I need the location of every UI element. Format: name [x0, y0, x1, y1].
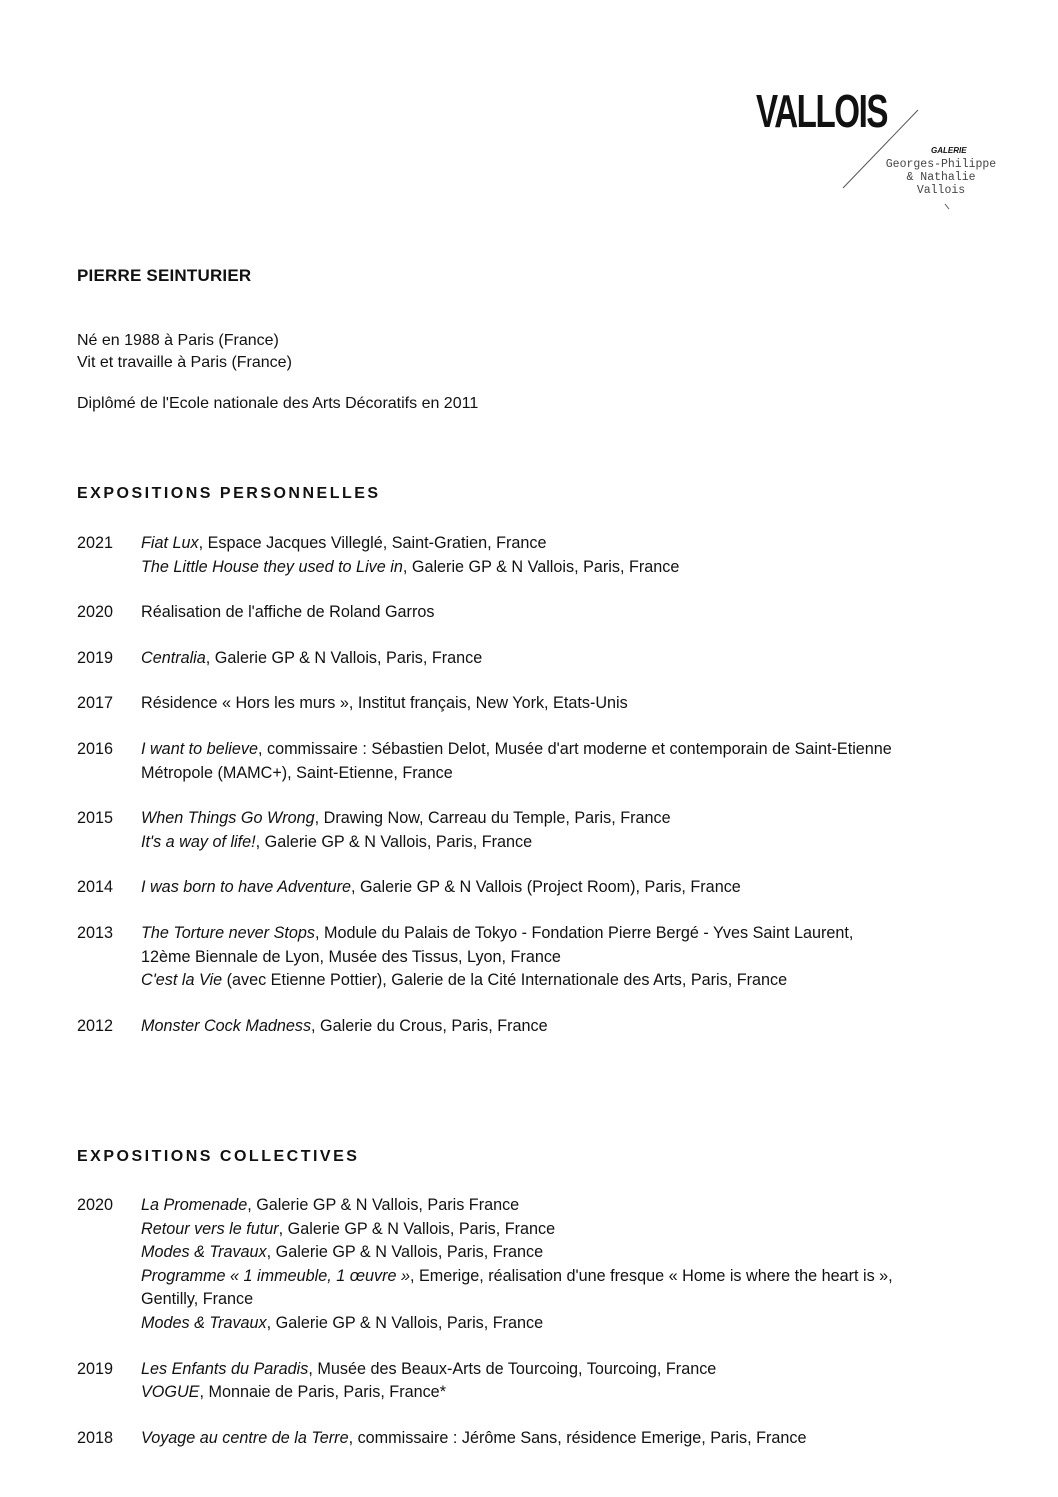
- exhibition-details: , Galerie du Crous, Paris, France: [311, 1016, 548, 1035]
- exhibition-details: , Musée des Beaux-Arts de Tourcoing, Tourcoing, France: [308, 1359, 717, 1378]
- exhibition-details: , Galerie GP & N Vallois, Paris, France: [205, 648, 483, 667]
- exhibition-entry: [77, 876, 1037, 900]
- exhibition-details: , commissaire : Jérôme Sans, résidence Emerige, Paris, France: [348, 1428, 807, 1447]
- exhibition-line: [141, 1241, 1037, 1265]
- exhibition-entry: [77, 1194, 1037, 1336]
- solo-exhibitions-list: [77, 532, 1037, 1060]
- exhibition-entry: [77, 738, 1037, 785]
- logo-diagonal-line: [756, 85, 1026, 218]
- exhibition-line: [141, 922, 1037, 946]
- exhibition-details: (avec Etienne Pottier), Galerie de la Cité Internationale des Arts, Paris, France: [222, 971, 788, 990]
- exhibition-entry: [77, 1427, 1037, 1451]
- exhibition-title: Monster Cock Madness: [141, 1016, 312, 1035]
- exhibition-line: [141, 601, 1037, 625]
- gallery-logo: [756, 85, 1026, 218]
- exhibition-details: , Galerie GP & N Vallois, Paris France: [247, 1196, 520, 1214]
- exhibition-line: [141, 1015, 1037, 1039]
- exhibition-year: 2019: [77, 648, 114, 667]
- exhibition-line: [141, 532, 1037, 556]
- exhibition-line: [141, 1218, 1037, 1242]
- exhibition-line: [141, 1358, 1037, 1382]
- exhibition-line: [141, 1381, 1037, 1405]
- exhibition-details: Résidence « Hors les murs », Institut français, New York, Etats-Unis: [141, 694, 628, 713]
- section-title-solo: EXPOSITIONS PERSONNELLES: [77, 485, 381, 502]
- artist-name: PIERRE SEINTURIER: [77, 266, 252, 285]
- exhibition-year: 2020: [77, 1196, 114, 1214]
- exhibition-line: [141, 692, 1037, 716]
- exhibition-title: Voyage au centre de la Terre: [141, 1428, 349, 1447]
- exhibition-year: 2016: [77, 739, 114, 758]
- exhibition-line: [141, 876, 1037, 900]
- exhibition-year: 2017: [77, 694, 114, 713]
- exhibition-details: , Galerie GP & N Vallois, Paris, France: [266, 1243, 544, 1262]
- exhibition-line: [141, 831, 1037, 855]
- group-exhibitions-list: [77, 1194, 1037, 1472]
- exhibition-title: Fiat Lux: [141, 534, 199, 552]
- exhibition-title: I was born to have Adventure: [141, 878, 351, 897]
- exhibition-title: Retour vers le futur: [141, 1219, 279, 1238]
- bio-birth-residence: Né en 1988 à Paris (France) Vit et travaille à Paris (France): [77, 332, 292, 371]
- exhibition-entry: [77, 692, 1037, 716]
- exhibition-entry: [77, 807, 1037, 854]
- exhibition-details: Métropole (MAMC+), Saint-Etienne, France: [141, 763, 453, 782]
- exhibition-line: [141, 738, 1037, 762]
- exhibition-details: Gentilly, France: [141, 1290, 254, 1309]
- exhibition-details: , Emerige, réalisation d'une fresque « Home is where the heart is »,: [410, 1266, 893, 1285]
- exhibition-title: When Things Go Wrong: [141, 809, 315, 828]
- exhibition-line: [141, 1194, 1037, 1218]
- exhibition-entry: [77, 1015, 1037, 1039]
- exhibition-year: 2014: [77, 878, 114, 897]
- exhibition-title: Centralia: [141, 648, 206, 667]
- exhibition-details: , Monnaie de Paris, Paris, France*: [199, 1383, 446, 1402]
- exhibition-line: [141, 1288, 1037, 1312]
- exhibition-details: , Module du Palais de Tokyo - Fondation Pierre Bergé - Yves Saint Laurent,: [314, 923, 854, 942]
- exhibition-title: Modes & Travaux: [141, 1313, 267, 1332]
- exhibition-line: [141, 1427, 1037, 1451]
- exhibition-line: [141, 762, 1037, 786]
- exhibition-title: I want to believe: [141, 739, 258, 758]
- exhibition-details: , Galerie GP & N Vallois (Project Room), Paris, France: [350, 878, 741, 897]
- exhibition-entry: [77, 647, 1037, 671]
- exhibition-line: [141, 647, 1037, 671]
- exhibition-title: VOGUE: [141, 1383, 200, 1402]
- exhibition-details: 12ème Biennale de Lyon, Musée des Tissus, Lyon, France: [141, 947, 561, 966]
- exhibition-entry: [77, 1358, 1037, 1405]
- exhibition-line: [141, 969, 1037, 993]
- logo-subtitle: Georges-Philippe & Nathalie Vallois: [885, 158, 997, 197]
- bio-diploma: Diplômé de l'Ecole nationale des Arts Décoratifs en 2011: [77, 395, 479, 412]
- exhibition-title: Programme « 1 immeuble, 1 œuvre »: [141, 1266, 410, 1285]
- exhibition-line: [141, 807, 1037, 831]
- section-title-group: EXPOSITIONS COLLECTIVES: [77, 1148, 360, 1165]
- logo-wordmark: VALLOIS: [756, 85, 887, 137]
- exhibition-year: 2021: [77, 534, 114, 552]
- exhibition-details: , Drawing Now, Carreau du Temple, Paris, France: [314, 809, 671, 828]
- exhibition-details: Réalisation de l'affiche de Roland Garros: [141, 603, 435, 622]
- exhibition-title: C'est la Vie: [141, 971, 223, 990]
- exhibition-entry: [77, 532, 1037, 579]
- exhibition-title: The Torture never Stops: [141, 923, 315, 942]
- exhibition-details: , Galerie GP & N Vallois, Paris, France: [402, 557, 680, 576]
- exhibition-title: Les Enfants du Paradis: [141, 1359, 309, 1378]
- exhibition-entry: [77, 922, 1037, 993]
- logo-galerie-label: GALERIE: [931, 146, 967, 155]
- exhibition-details: , Galerie GP & N Vallois, Paris, France: [266, 1313, 544, 1332]
- exhibition-line: [141, 1312, 1037, 1336]
- exhibition-year: 2019: [77, 1359, 114, 1378]
- exhibition-line: [141, 946, 1037, 970]
- exhibition-details: , Galerie GP & N Vallois, Paris, France: [278, 1219, 556, 1238]
- exhibition-year: 2015: [77, 809, 114, 828]
- exhibition-year: 2013: [77, 923, 114, 942]
- exhibition-details: , Espace Jacques Villeglé, Saint-Gratien, France: [198, 534, 547, 552]
- exhibition-details: , Galerie GP & N Vallois, Paris, France: [255, 832, 533, 851]
- exhibition-line: [141, 556, 1037, 580]
- exhibition-line: [141, 1265, 1037, 1289]
- exhibition-entry: [77, 601, 1037, 625]
- exhibition-details: , commissaire : Sébastien Delot, Musée d'art moderne et contemporain de Saint-Etienne: [257, 739, 892, 758]
- exhibition-year: 2012: [77, 1016, 114, 1035]
- exhibition-title: La Promenade: [141, 1196, 248, 1214]
- exhibition-year: 2018: [77, 1428, 114, 1447]
- exhibition-title: The Little House they used to Live in: [141, 557, 403, 576]
- exhibition-year: 2020: [77, 603, 114, 622]
- exhibition-title: Modes & Travaux: [141, 1243, 267, 1262]
- exhibition-title: It's a way of life!: [141, 832, 256, 851]
